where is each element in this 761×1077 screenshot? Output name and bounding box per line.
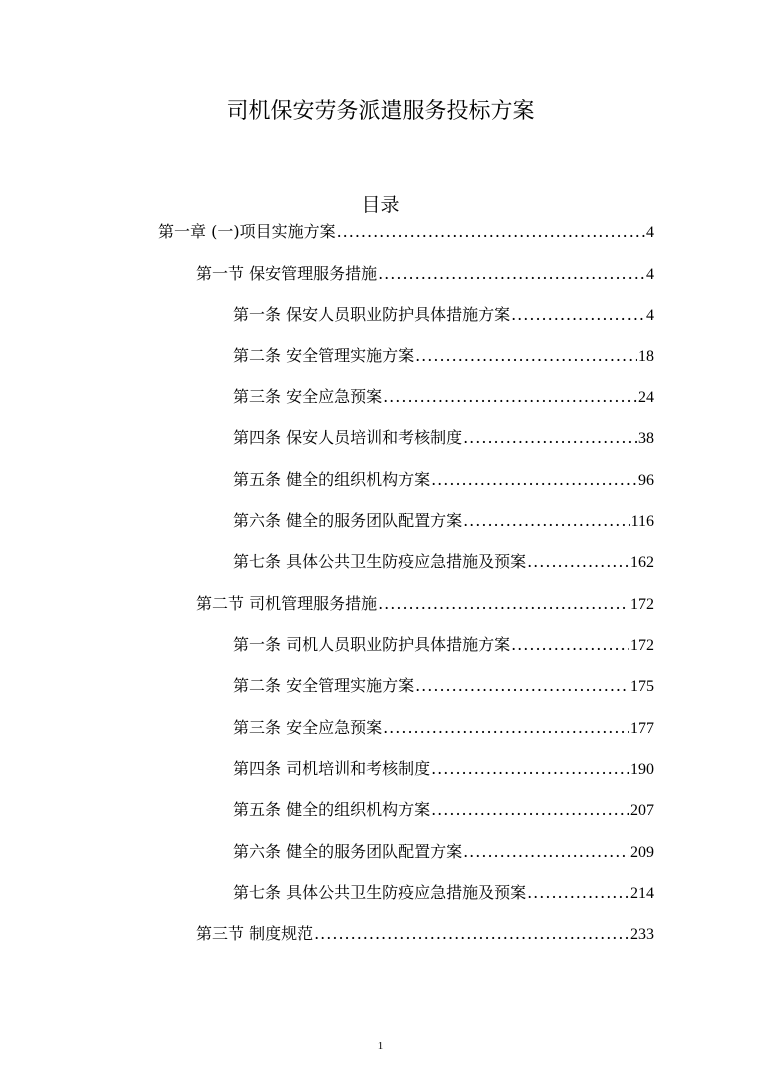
toc-leader-dots	[431, 798, 629, 822]
toc-entry-article[interactable]	[233, 303, 654, 327]
toc-leader-dots	[415, 674, 629, 698]
toc-entry-label: 第七条 具体公共卫生防疫应急措施及预案	[233, 552, 527, 571]
toc-entry-label: 第七条 具体公共卫生防疫应急措施及预案	[233, 883, 527, 902]
toc-entry-page: 116	[630, 513, 654, 530]
toc-entry-page: 4	[646, 266, 654, 283]
toc-entry-label: 第六条 健全的服务团队配置方案	[233, 842, 463, 861]
toc-leader-dots	[527, 550, 629, 574]
toc-entry-label: 第四条 司机培训和考核制度	[233, 759, 431, 778]
toc-entry-page: 4	[646, 224, 654, 241]
toc-leader-dots	[378, 262, 645, 286]
toc-entry-page: 172	[630, 596, 654, 613]
page-number: 1	[377, 1040, 384, 1052]
toc-entry-section-1[interactable]	[196, 262, 654, 286]
toc-leader-dots	[431, 468, 637, 492]
toc-entry-label: 第三条 安全应急预案	[233, 387, 383, 406]
toc-entry-article[interactable]	[233, 426, 654, 450]
toc-leader-dots	[378, 592, 629, 616]
toc-entry-label: 第一条 司机人员职业防护具体措施方案	[233, 635, 511, 654]
toc-entry-article[interactable]	[233, 716, 654, 740]
toc-entry-article[interactable]	[233, 674, 654, 698]
toc-entry-article[interactable]	[233, 344, 654, 368]
toc-leader-dots	[415, 344, 637, 368]
toc-entry-article[interactable]	[233, 840, 654, 864]
toc-entry-page: 18	[638, 348, 654, 365]
toc-entry-page: 209	[630, 844, 654, 861]
toc-entry-article[interactable]	[233, 509, 654, 533]
toc-entry-article[interactable]	[233, 798, 654, 822]
toc-entry-label: 第三节 制度规范	[196, 924, 314, 943]
toc-leader-dots	[337, 220, 645, 244]
toc-entry-article[interactable]	[233, 633, 654, 657]
toc-entry-page: 214	[630, 885, 654, 902]
toc-leader-dots	[463, 426, 637, 450]
toc-entry-page: 177	[630, 720, 654, 737]
document-title: 司机保安劳务派遣服务投标方案	[226, 99, 535, 124]
toc-heading: 目录	[361, 194, 400, 216]
toc-entry-page: 207	[630, 802, 654, 819]
toc-entry-page: 4	[646, 307, 654, 324]
toc-entry-page: 24	[638, 389, 654, 406]
toc-entry-page: 172	[630, 637, 654, 654]
toc-leader-dots	[314, 922, 629, 946]
toc-entry-label: 第五条 健全的组织机构方案	[233, 470, 431, 489]
toc-entry-article[interactable]	[233, 757, 654, 781]
toc-entry-label: 第五条 健全的组织机构方案	[233, 800, 431, 819]
toc-entry-section-3[interactable]	[196, 922, 654, 946]
toc-entry-label: 第一章 (一)项目实施方案	[158, 222, 336, 241]
toc-leader-dots	[383, 716, 629, 740]
toc-entry-chapter-1[interactable]	[158, 220, 654, 244]
toc-entry-page: 190	[630, 761, 654, 778]
toc-entry-article[interactable]	[233, 881, 654, 905]
toc-entry-page: 175	[630, 678, 654, 695]
toc-entry-label: 第二节 司机管理服务措施	[196, 594, 378, 613]
toc-leader-dots	[511, 303, 645, 327]
toc-entry-page: 162	[630, 554, 654, 571]
toc-entry-label: 第六条 健全的服务团队配置方案	[233, 511, 463, 530]
toc-entry-section-2[interactable]	[196, 592, 654, 616]
toc-leader-dots	[527, 881, 629, 905]
toc-entry-label: 第一节 保安管理服务措施	[196, 264, 378, 283]
toc-leader-dots	[511, 633, 629, 657]
toc-entry-label: 第三条 安全应急预案	[233, 718, 383, 737]
toc-leader-dots	[463, 509, 630, 533]
toc-entry-page: 96	[638, 472, 654, 489]
toc-leader-dots	[463, 840, 629, 864]
toc-entry-label: 第四条 保安人员培训和考核制度	[233, 428, 463, 447]
toc-entry-label: 第二条 安全管理实施方案	[233, 676, 415, 695]
toc-entry-page: 233	[630, 926, 654, 943]
toc-leader-dots	[431, 757, 629, 781]
toc-entry-article[interactable]	[233, 468, 654, 492]
toc-leader-dots	[383, 385, 637, 409]
toc-entry-article[interactable]	[233, 385, 654, 409]
toc-entry-label: 第二条 安全管理实施方案	[233, 346, 415, 365]
toc-entry-page: 38	[638, 430, 654, 447]
toc-entry-article[interactable]	[233, 550, 654, 574]
toc-entry-label: 第一条 保安人员职业防护具体措施方案	[233, 305, 511, 324]
